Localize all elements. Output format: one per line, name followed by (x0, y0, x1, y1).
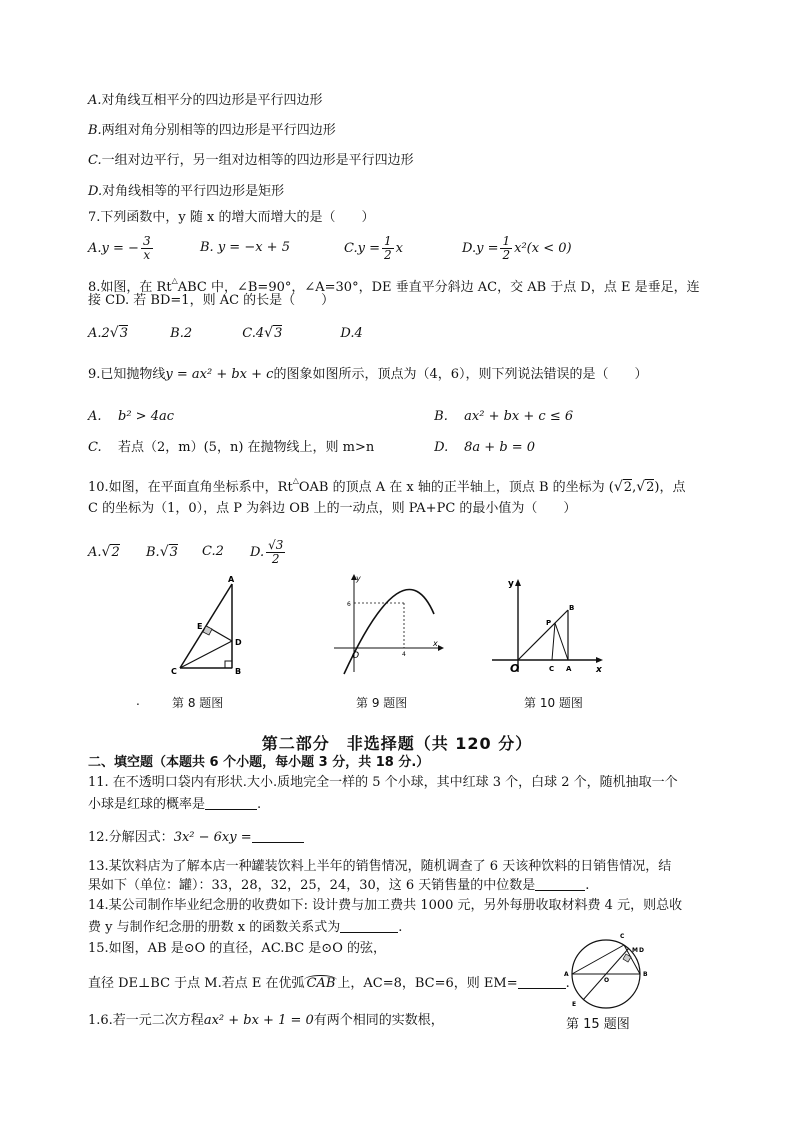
q13-line1: 13.某饮料店为了解本店一种罐装饮料上半年的销售情况，随机调查了 6 天该种饮料的日销售情况，结 (88, 859, 672, 874)
q9-option-b: ax² + bx + c ≤ 6 (464, 409, 574, 424)
q14-line1: 14.某公司制作毕业纪念册的收费如下: 设计费与加工费共 1000 元，另外每册收取材料费 4 元，则总收 (88, 898, 683, 913)
fig10-label-c: C (549, 665, 555, 673)
q13-answer-blank[interactable] (535, 876, 585, 891)
q6-option-d: D.对角线相等的平行四边形是矩形 (88, 184, 285, 199)
q6-option-a: A.对角线互相平分的四边形是平行四边形 (88, 93, 323, 108)
fig15-label-c: C (620, 933, 625, 940)
fig8-label-a: A (228, 575, 235, 584)
q12: 12.分解因式：3x² − 6xy = (88, 828, 304, 847)
q14-answer-blank[interactable] (340, 918, 398, 933)
fig8-caption: 第 8 题图 (172, 696, 224, 710)
fig8-dot: . (136, 694, 140, 708)
q10-option-a: A.√2 (88, 543, 120, 560)
q7-options (88, 230, 572, 266)
fig15-label-m: M (632, 947, 638, 954)
q10-stem-line2: C 的坐标为（1，0），点 P 为斜边 OB 上的一动点，则 PA+PC 的最小值为（ ） (88, 501, 577, 516)
fig9-label-x: x (433, 639, 438, 648)
q13-line2: 果如下（单位：罐）：33，28，32，25，24，30，这 6 天销售量的中位数是 . (88, 878, 590, 893)
triangle-symbol: △ (292, 476, 299, 485)
q8-option-d: D.4 (340, 326, 363, 341)
fig10-label-p: P (546, 619, 552, 627)
q15-answer-blank[interactable] (518, 974, 566, 989)
q16: 1.6.若一元二次方程ax² + bx + 1 = 0有两个相同的实数根， (88, 1013, 444, 1028)
q10-option-b: B.√3 (146, 543, 178, 560)
fig10-label-y: y (508, 579, 514, 589)
fig8-label-c: C (171, 667, 177, 676)
q11-line2: 小球是红球的概率是 . (88, 797, 262, 812)
section2-heading: 二、填空题（本题共 6 个小题，每小题 3 分，共 18 分.） (88, 755, 430, 770)
fig15-label-b: B (643, 971, 648, 978)
q11-answer-blank[interactable] (205, 795, 257, 810)
fig8-label-b: B (235, 667, 242, 676)
fig10-label-o: O (510, 662, 520, 675)
triangle-symbol: △ (171, 276, 178, 285)
figure-15 (560, 924, 660, 1010)
q9-row1: A. b² > 4ac B. ax² + bx + c ≤ 6 (88, 409, 574, 424)
q6-option-b: B.两组对角分别相等的四边形是平行四边形 (88, 123, 336, 138)
q7-option-a: A.y = − $\frac{3}{x}$ (88, 233, 151, 262)
fig9-label-y: y (356, 574, 361, 583)
q14-line2: 费 y 与制作纪念册的册数 x 的函数关系式为 . (88, 920, 403, 935)
q10-stem-line1: 10.如图，在平面直角坐标系中，Rt△OAB 的顶点 A 在 x 轴的正半轴上，顶点 B 的坐标为 (√2,√2)，点 (88, 476, 686, 495)
figure-8 (168, 574, 248, 678)
fig15-label-a: A (564, 971, 569, 978)
q6-option-c: C.一组对边平行，另一组对边相等的四边形是平行四边形 (88, 153, 414, 168)
q7-stem: 7.下列函数中，y 随 x 的增大而增大的是（ ） (88, 210, 375, 225)
q10-option-c: C.2 (202, 544, 224, 559)
fig15-label-o: O (604, 977, 610, 984)
q15-line1: 15.如图，AB 是⊙O 的直径，AC.BC 是⊙O 的弦， (88, 941, 386, 956)
fig10-label-a: A (566, 665, 572, 673)
q9-stem: 9.已知抛物线y = ax² + bx + c的图象如图所示，顶点为（4，6），则下列说法错误的是（ ） (88, 367, 648, 382)
q7-option-c: C.y = $\frac{1}{2}$ x (344, 233, 403, 262)
q8-stem-line2: 接 CD. 若 BD=1，则 AC 的长是（ ） (88, 293, 335, 308)
q11-line1: 11. 在不透明口袋内有形状.大小.质地完全一样的 5 个小球，其中红球 3 个，白球 2 个，随机抽取一个 (88, 775, 678, 790)
fig15-label-e: E (572, 1001, 577, 1008)
part2-title: 第二部分 非选择题（共 120 分） (261, 734, 533, 753)
figure-10 (488, 574, 608, 678)
fig8-label-d: D (235, 638, 242, 647)
fig15-label-d: D (639, 947, 644, 954)
q10-options (88, 532, 287, 572)
q8-option-b: B.2 (170, 326, 193, 341)
fig8-label-e: E (197, 622, 203, 631)
fig10-caption: 第 10 题图 (524, 696, 583, 710)
figure-9 (330, 570, 450, 680)
fig10-label-x: x (596, 665, 602, 675)
q8-stem-line1: 8.如图，在 Rt△ABC 中，∠B=90°，∠A=30°，DE 垂直平分斜边 AC，交 AB 于点 D，点 E 是垂足，连 (88, 276, 700, 295)
fig9-label-6: 6 (347, 601, 351, 608)
q9-option-c: 若点（2，m）(5，n) 在抛物线上，则 m>n (118, 440, 375, 455)
fig15-caption: 第 15 题图 (566, 1017, 630, 1032)
q9-option-d: 8a + b = 0 (464, 440, 536, 455)
q7-option-b: B. y = −x + 5 (200, 240, 290, 255)
q8-option-c: C.4√3 (242, 325, 283, 341)
q9-row2: C. 若点（2，m）(5，n) 在抛物线上，则 m>n D. 8a + b = 0 (88, 440, 536, 455)
fig9-label-o: O (352, 651, 360, 661)
fig9-caption: 第 9 题图 (356, 696, 408, 710)
fig9-label-4: 4 (402, 651, 406, 658)
q15-line2: 直径 DE⊥BC 于点 M.若点 E 在优弧 CAB 上，AC=8，BC=6，则 EM= . (88, 976, 570, 991)
q9-option-a: b² > 4ac (118, 409, 174, 424)
q12-answer-blank[interactable] (252, 828, 304, 843)
fig10-label-b: B (569, 604, 575, 612)
q7-option-d: D.y = $\frac{1}{2}$ x²(x < 0) (462, 233, 572, 262)
q8-options (88, 324, 363, 343)
q10-option-d: D. $\frac{√3}{2}$ (250, 537, 284, 566)
q8-option-a: A.2√3 (88, 325, 128, 341)
